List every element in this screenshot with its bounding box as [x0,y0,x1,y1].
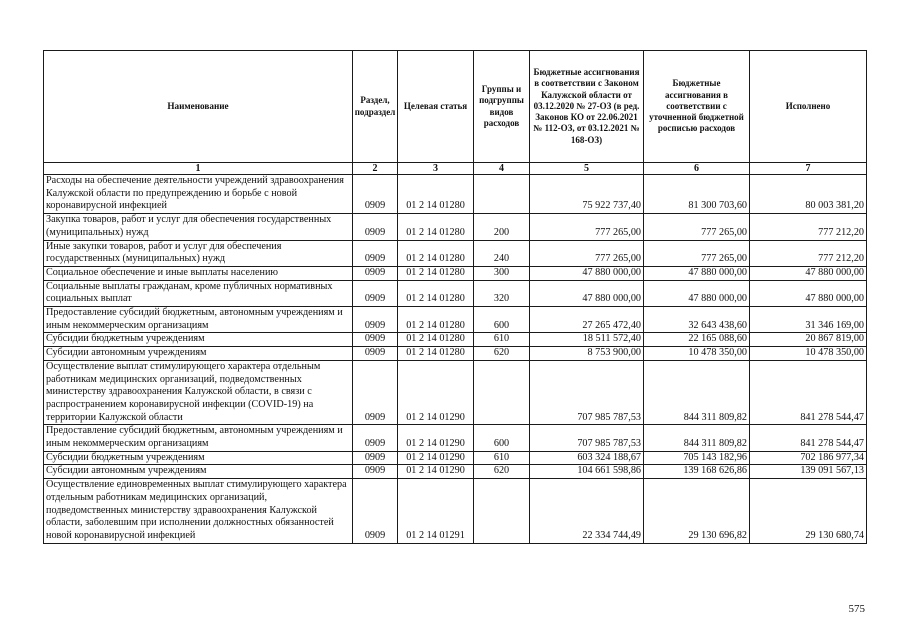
row-section: 0909 [353,240,398,266]
row-name: Предоставление субсидий бюджетным, автономным учреждениям и иным некоммерческим организациям [44,425,353,451]
table-row [44,175,867,214]
row-executed: 80 003 381,20 [750,175,867,214]
table-body [44,175,867,544]
row-section: 0909 [353,451,398,465]
row-article: 01 2 14 01280 [398,214,474,240]
row-section: 0909 [353,425,398,451]
header-group: Группы и подгруппы видов расходов [474,51,530,163]
column-number: 6 [644,163,750,175]
row-name: Расходы на обеспечение деятельности учреждений здравоохранения Калужской области по предупреждению и борьбе с новой коронавирусной инфекцией [44,175,353,214]
column-number: 2 [353,163,398,175]
row-name: Осуществление выплат стимулирующего характера отдельным работникам медицинских организаций, подведомственных министерству здравоохранения Калужской области, в связи с распространением коронавирусной инфекции (COVID-19) на территории Калужской области [44,360,353,425]
row-budget: 47 880 000,00 [530,280,644,306]
row-refined: 47 880 000,00 [644,266,750,280]
row-executed: 31 346 169,00 [750,307,867,333]
header-refined: Бюджетные ассигнования в соответствии с уточненной бюджетной росписью расходов [644,51,750,163]
table-row [44,451,867,465]
row-name: Осуществление единовременных выплат стимулирующего характера отдельным работникам медицинских организаций, подведомственных министерству здравоохранения Калужской области, заболевшим при исполнении должностных обязанностей новой коронавирусной инфекцией [44,479,353,544]
row-group: 200 [474,214,530,240]
row-executed: 841 278 544,47 [750,360,867,425]
row-article: 01 2 14 01280 [398,333,474,347]
header-row [44,51,867,163]
table-row [44,266,867,280]
row-name: Социальное обеспечение и иные выплаты населению [44,266,353,280]
row-executed: 841 278 544,47 [750,425,867,451]
row-group: 600 [474,307,530,333]
row-group: 620 [474,347,530,361]
row-budget: 27 265 472,40 [530,307,644,333]
row-group [474,479,530,544]
row-group [474,175,530,214]
row-article: 01 2 14 01280 [398,280,474,306]
row-group: 610 [474,451,530,465]
row-executed: 29 130 680,74 [750,479,867,544]
row-article: 01 2 14 01280 [398,266,474,280]
row-budget: 22 334 744,49 [530,479,644,544]
row-group: 620 [474,465,530,479]
row-section: 0909 [353,280,398,306]
row-budget: 707 985 787,53 [530,360,644,425]
row-section: 0909 [353,175,398,214]
row-refined: 22 165 088,60 [644,333,750,347]
table-row [44,307,867,333]
row-group: 320 [474,280,530,306]
row-budget: 777 265,00 [530,214,644,240]
row-name: Предоставление субсидий бюджетным, автономным учреждениям и иным некоммерческим организациям [44,307,353,333]
row-article: 01 2 14 01291 [398,479,474,544]
row-refined: 10 478 350,00 [644,347,750,361]
row-budget: 8 753 900,00 [530,347,644,361]
row-article: 01 2 14 01290 [398,425,474,451]
row-section: 0909 [353,479,398,544]
row-refined: 705 143 182,96 [644,451,750,465]
header-article: Целевая статья [398,51,474,163]
row-article: 01 2 14 01280 [398,240,474,266]
header-executed: Исполнено [750,51,867,163]
column-number: 1 [44,163,353,175]
row-section: 0909 [353,214,398,240]
row-section: 0909 [353,347,398,361]
column-number: 5 [530,163,644,175]
row-refined: 777 265,00 [644,214,750,240]
row-article: 01 2 14 01290 [398,451,474,465]
row-section: 0909 [353,360,398,425]
row-name: Субсидии бюджетным учреждениям [44,451,353,465]
table-row [44,333,867,347]
table-row [44,360,867,425]
row-refined: 844 311 809,82 [644,425,750,451]
row-article: 01 2 14 01290 [398,360,474,425]
row-article: 01 2 14 01290 [398,465,474,479]
budget-table [43,50,867,544]
column-number: 3 [398,163,474,175]
page-number: 575 [848,603,865,615]
header-budget: Бюджетные ассигнования в соответствии с Законом Калужской области от 03.12.2020 № 27-ОЗ (в ред. Законов КО от 22.06.2021 № 112-ОЗ, от 03.12.2021 № 168-ОЗ) [530,51,644,163]
row-group: 300 [474,266,530,280]
header-name: Наименование [44,51,353,163]
column-number-row [44,163,867,175]
row-executed: 777 212,20 [750,240,867,266]
row-refined: 29 130 696,82 [644,479,750,544]
row-refined: 777 265,00 [644,240,750,266]
row-name: Субсидии автономным учреждениям [44,465,353,479]
table-row [44,240,867,266]
row-group: 240 [474,240,530,266]
row-budget: 47 880 000,00 [530,266,644,280]
row-section: 0909 [353,333,398,347]
row-name: Иные закупки товаров, работ и услуг для обеспечения государственных (муниципальных) нужд [44,240,353,266]
row-budget: 603 324 188,67 [530,451,644,465]
table-row [44,425,867,451]
table-row [44,465,867,479]
row-refined: 844 311 809,82 [644,360,750,425]
table-row [44,347,867,361]
row-section: 0909 [353,307,398,333]
column-number: 4 [474,163,530,175]
row-name: Закупка товаров, работ и услуг для обеспечения государственных (муниципальных) нужд [44,214,353,240]
column-number: 7 [750,163,867,175]
row-budget: 104 661 598,86 [530,465,644,479]
row-refined: 81 300 703,60 [644,175,750,214]
row-group: 600 [474,425,530,451]
row-executed: 777 212,20 [750,214,867,240]
row-group [474,360,530,425]
table-row [44,479,867,544]
row-section: 0909 [353,465,398,479]
row-executed: 10 478 350,00 [750,347,867,361]
row-budget: 18 511 572,40 [530,333,644,347]
row-executed: 702 186 977,34 [750,451,867,465]
row-refined: 32 643 438,60 [644,307,750,333]
row-article: 01 2 14 01280 [398,175,474,214]
row-refined: 47 880 000,00 [644,280,750,306]
row-name: Социальные выплаты гражданам, кроме публичных нормативных социальных выплат [44,280,353,306]
row-group: 610 [474,333,530,347]
row-section: 0909 [353,266,398,280]
row-budget: 707 985 787,53 [530,425,644,451]
row-budget: 777 265,00 [530,240,644,266]
row-article: 01 2 14 01280 [398,347,474,361]
row-executed: 139 091 567,13 [750,465,867,479]
table-row [44,280,867,306]
row-name: Субсидии бюджетным учреждениям [44,333,353,347]
row-article: 01 2 14 01280 [398,307,474,333]
row-executed: 47 880 000,00 [750,280,867,306]
row-executed: 20 867 819,00 [750,333,867,347]
row-budget: 75 922 737,40 [530,175,644,214]
row-refined: 139 168 626,86 [644,465,750,479]
header-section: Раздел, подраздел [353,51,398,163]
row-name: Субсидии автономным учреждениям [44,347,353,361]
table-row [44,214,867,240]
row-executed: 47 880 000,00 [750,266,867,280]
